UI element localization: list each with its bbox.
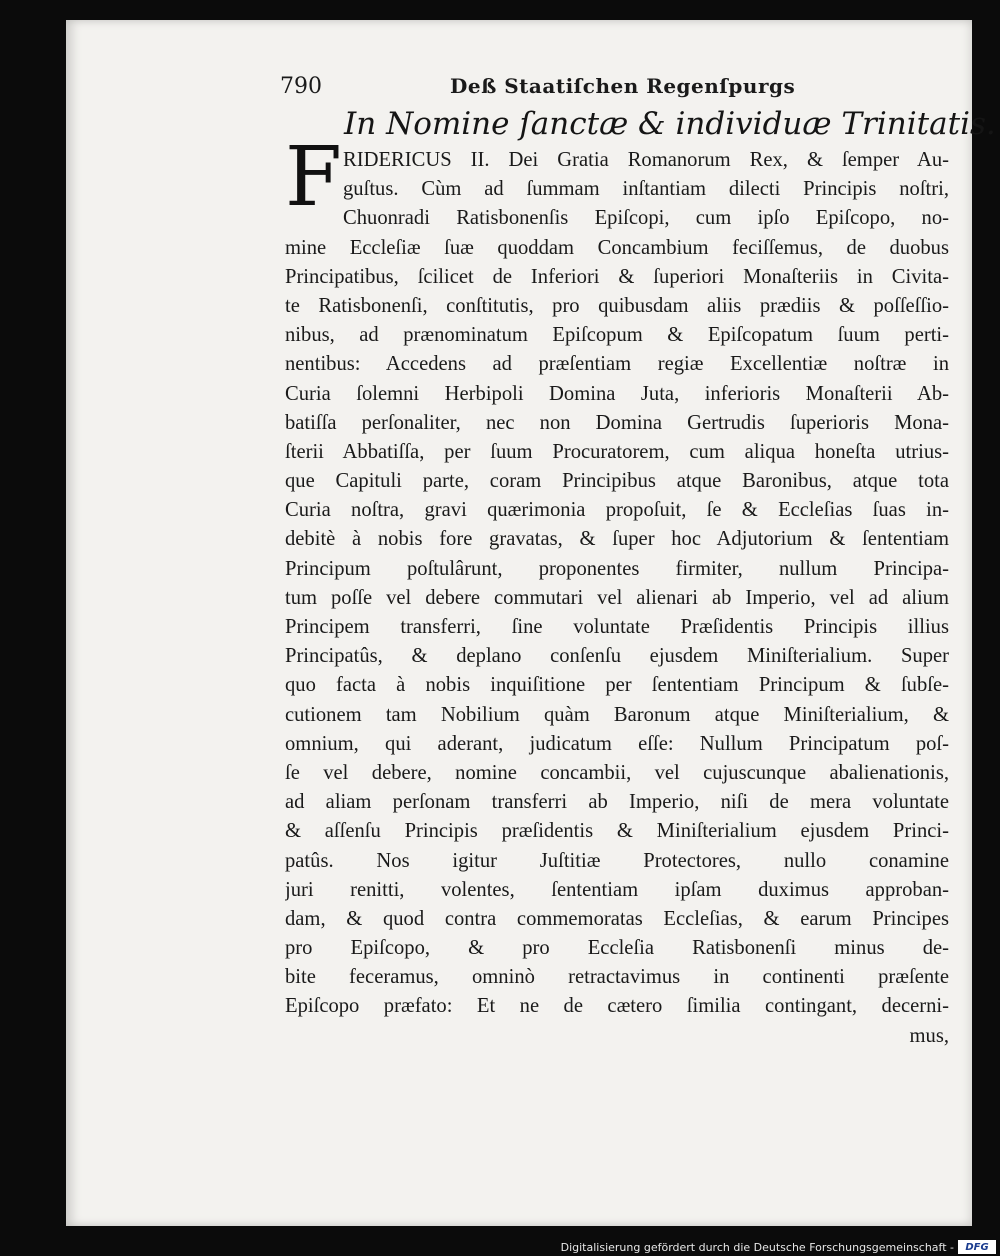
text-line: & aſſenſu Principis præſidentis & Miniſterialium ejusdem Princi- <box>285 820 949 843</box>
body-text <box>285 146 949 1051</box>
text-line: bite feceramus, omninò retractavimus in continenti præſente <box>285 966 949 989</box>
text-line: Principatûs, & deplano conſenſu ejusdem Miniſterialium. Super <box>285 645 949 668</box>
document-title: In Nomine ſanctæ & individuæ Trinitatis. <box>344 106 996 142</box>
text-line: te Ratisbonenſi, conſtitutis, pro quibusdam aliis prædiis & poſſeſſio- <box>285 294 949 317</box>
text-line: Principem transferri, ſine voluntate Præſidentis Principis illius <box>285 616 949 638</box>
text-line: nibus, ad prænominatum Epiſcopum & Epiſcopatum ſuum perti- <box>285 324 949 347</box>
text-line: que Capituli parte, coram Principibus atque Baronibus, atque tota <box>285 470 949 493</box>
text-line: RIDERICUS II. Dei Gratia Romanorum Rex, & ſemper Au- <box>343 149 949 171</box>
text-line: dam, & quod contra commemoratas Eccleſias, & earum Principes <box>285 907 949 930</box>
text-line: patûs. Nos igitur Juſtitiæ Protectores, nullo conamine <box>285 849 949 872</box>
running-head: Deß Staatiſchen Regenſpurgs <box>450 74 796 98</box>
text-line: Curia noſtra, gravi quærimonia propoſuit, ſe & Eccleſias ſuas in- <box>285 499 949 522</box>
text-line: quo facta à nobis inquiſitione per ſententiam Principum & ſubſe- <box>285 674 949 697</box>
text-line: nentibus: Accedens ad præſentiam regiæ Excellentiæ noſtræ in <box>285 353 949 376</box>
text-line: ſterii Abbatiſſa, per ſuum Procuratorem, cum aliqua honeſta utrius- <box>285 440 949 463</box>
text-line: Curia ſolemni Herbipoli Domina Juta, inferioris Monaſterii Ab- <box>285 382 949 405</box>
text-line: mine Eccleſiæ ſuæ quoddam Concambium feciſſemus, de duobus <box>285 236 949 259</box>
footer-bar <box>560 1236 1000 1256</box>
text-line: omnium, qui aderant, judicatum eſſe: Nullum Principatum poſ- <box>285 732 949 755</box>
text-line: cutionem tam Nobilium quàm Baronum atque Miniſterialium, & <box>285 703 949 726</box>
text-line: Principatibus, ſcilicet de Inferiori & ſuperiori Monaſteriis in Civita- <box>285 265 949 288</box>
text-line: Epiſcopo præfato: Et ne de cætero ſimilia contingant, decerni- <box>285 995 949 1018</box>
text-line: ad aliam perſonam transferri ab Imperio, niſi de mera voluntate <box>285 791 949 814</box>
text-line: tum poſſe vel debere commutari vel alienari ab Imperio, vel ad alium <box>285 586 949 609</box>
text-line: Chuonradi Ratisbonenſis Epiſcopi, cum ipſo Epiſcopo, no- <box>343 207 949 230</box>
dfg-logo: DFG <box>958 1240 996 1254</box>
catchword: mus, <box>909 1024 949 1047</box>
text-line: Principum poſtulârunt, proponentes firmiter, nullum Principa- <box>285 557 949 580</box>
text-line: pro Epiſcopo, & pro Eccleſia Ratisbonenſi minus de- <box>285 937 949 960</box>
text-line: batiſſa perſonaliter, nec non Domina Gertrudis ſuperioris Mona- <box>285 411 949 434</box>
text-line: ſe vel debere, nomine concambii, vel cujuscunque abalienationis, <box>285 761 949 784</box>
drop-cap: F <box>285 130 342 225</box>
text-line: debitè à nobis fore gravatas, & ſuper hoc Adjutorium & ſententiam <box>285 528 949 551</box>
page-number: 790 <box>280 74 322 99</box>
funding-notice: Digitalisierung gefördert durch die Deutsche Forschungsgemeinschaft - <box>560 1241 954 1254</box>
page-header <box>280 74 800 104</box>
text-line: guſtus. Cùm ad ſummam inſtantiam dilecti Principis noſtri, <box>343 178 949 201</box>
text-line: juri renitti, volentes, ſententiam ipſam duximus approban- <box>285 878 949 901</box>
